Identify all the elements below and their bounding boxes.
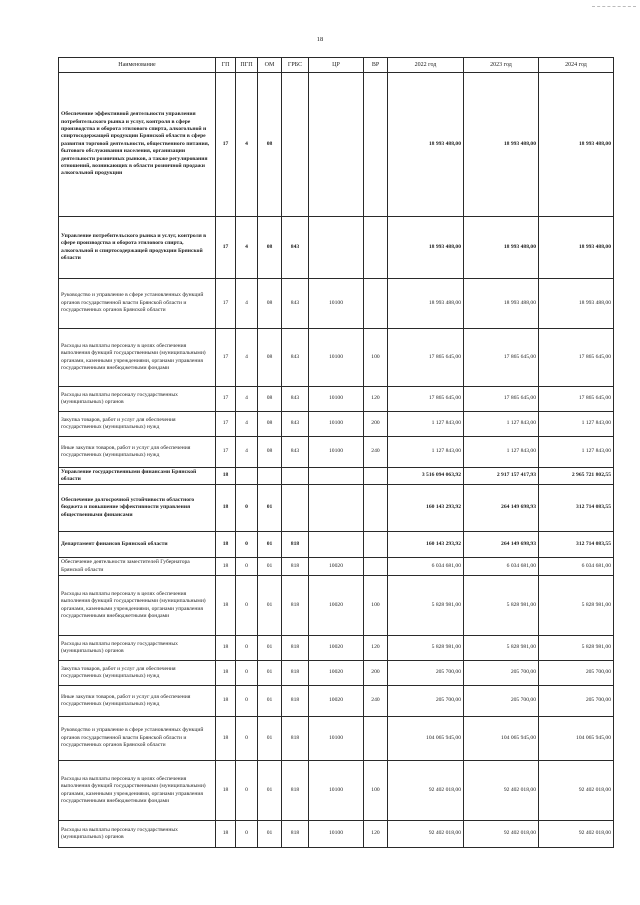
cell-om: 01 [258,636,282,661]
cell-gp: 18 [216,761,236,821]
cell-pgp: 0 [236,686,258,717]
cell-cr: 10020 [309,636,364,661]
cell-cr: 10100 [309,437,364,468]
cell-name: Иные закупки товаров, работ и услуг для обеспечения государственных (муниципальных) нужд [59,437,216,468]
cell-grbs [282,468,309,485]
cell-om: 01 [258,761,282,821]
cell-om: 01 [258,532,282,558]
table-body [59,73,614,848]
cell-cr: 10020 [309,558,364,576]
cell-cr [309,532,364,558]
cell-name: Расходы на выплаты персоналу в целях обеспечения выполнения функций государственными (муниципальными) органами, казенными учреждениями, органами управления государственными внебюджетными фондами [59,329,216,387]
cell-name: Управление государственными финансами Брянской области [59,468,216,485]
cell-2022: 3 516 094 063,92 [388,468,464,485]
cell-grbs: 843 [282,279,309,329]
cell-2024: 312 714 083,55 [539,485,614,532]
scan-edge-mark [592,6,636,7]
budget-table [58,57,614,848]
cell-gp: 18 [216,636,236,661]
header-gp: ГП [216,58,236,73]
cell-vr: 120 [364,636,388,661]
cell-name: Расходы на выплаты персоналу государственных (муниципальных) органов [59,636,216,661]
header-2022: 2022 год [388,58,464,73]
cell-gp: 17 [216,73,236,217]
cell-cr: 10100 [309,329,364,387]
cell-2023: 2 917 157 417,93 [464,468,539,485]
cell-2024: 17 865 645,00 [539,329,614,387]
cell-name: Руководство и управление в сфере установленных функций органов государственной власти Брянской области и государственных органов Брянской области [59,279,216,329]
header-vr: ВР [364,58,388,73]
cell-om: 01 [258,485,282,532]
cell-name: Расходы на выплаты персоналу в целях обеспечения выполнения функций государственными (муниципальными) органами, казенными учреждениями, органами управления государственными внебюджетными фондами [59,761,216,821]
table-row [59,717,614,761]
cell-name: Департамент финансов Брянской области [59,532,216,558]
header-cr: ЦР [309,58,364,73]
header-pgp: ПГП [236,58,258,73]
table-row [59,761,614,821]
header-om: ОМ [258,58,282,73]
cell-vr [364,468,388,485]
header-name: Наименование [59,58,216,73]
cell-vr [364,217,388,279]
cell-gp: 17 [216,279,236,329]
cell-gp: 18 [216,661,236,686]
cell-2023: 17 865 645,00 [464,329,539,387]
cell-pgp [236,468,258,485]
cell-vr: 100 [364,576,388,636]
table-row [59,412,614,437]
cell-gp: 17 [216,387,236,412]
cell-2024: 18 993 488,00 [539,217,614,279]
cell-grbs: 843 [282,412,309,437]
cell-2024: 205 700,00 [539,686,614,717]
cell-2022: 160 143 293,92 [388,532,464,558]
cell-pgp: 0 [236,761,258,821]
table-row [59,387,614,412]
cell-2024: 5 828 981,00 [539,636,614,661]
cell-grbs: 818 [282,821,309,848]
cell-2023: 6 034 681,00 [464,558,539,576]
cell-vr: 240 [364,437,388,468]
table-row [59,532,614,558]
cell-2023: 264 149 698,93 [464,485,539,532]
cell-gp: 17 [216,217,236,279]
cell-cr [309,485,364,532]
cell-2023: 5 828 981,00 [464,576,539,636]
cell-pgp: 0 [236,717,258,761]
cell-2022: 5 828 981,00 [388,636,464,661]
cell-cr: 10100 [309,821,364,848]
cell-cr: 10100 [309,279,364,329]
cell-2022: 18 993 488,00 [388,73,464,217]
cell-pgp: 4 [236,437,258,468]
cell-2022: 17 865 645,00 [388,329,464,387]
page-number: 18 [316,36,324,43]
cell-om: 08 [258,387,282,412]
cell-gp: 18 [216,686,236,717]
cell-2023: 1 127 843,00 [464,412,539,437]
cell-2023: 92 402 018,00 [464,761,539,821]
cell-cr: 10020 [309,576,364,636]
cell-grbs: 818 [282,661,309,686]
cell-vr: 100 [364,761,388,821]
cell-2024: 312 714 083,55 [539,532,614,558]
cell-2022: 1 127 843,00 [388,412,464,437]
cell-2022: 17 865 645,00 [388,387,464,412]
table-row [59,686,614,717]
cell-om: 01 [258,717,282,761]
cell-vr [364,532,388,558]
cell-vr: 100 [364,329,388,387]
cell-2022: 205 700,00 [388,661,464,686]
cell-2023: 18 993 488,00 [464,217,539,279]
cell-2023: 264 149 698,93 [464,532,539,558]
table-row [59,73,614,217]
cell-pgp: 0 [236,532,258,558]
cell-cr: 10020 [309,686,364,717]
header-2023: 2023 год [464,58,539,73]
cell-pgp: 4 [236,279,258,329]
cell-2024: 2 965 721 802,55 [539,468,614,485]
cell-2024: 18 993 488,00 [539,279,614,329]
cell-name: Расходы на выплаты персоналу государственных (муниципальных) органов [59,821,216,848]
cell-2022: 160 143 293,92 [388,485,464,532]
cell-2023: 1 127 843,00 [464,437,539,468]
cell-2022: 18 993 488,00 [388,217,464,279]
cell-2024: 92 402 018,00 [539,761,614,821]
cell-om: 08 [258,412,282,437]
cell-pgp: 0 [236,558,258,576]
cell-2024: 205 700,00 [539,661,614,686]
table-row [59,217,614,279]
cell-vr: 120 [364,821,388,848]
cell-gp: 17 [216,412,236,437]
cell-2023: 18 993 488,00 [464,279,539,329]
cell-gp: 17 [216,437,236,468]
cell-2024: 17 865 645,00 [539,387,614,412]
cell-name: Закупка товаров, работ и услуг для обеспечения государственных (муниципальных) нужд [59,412,216,437]
cell-2022: 92 402 018,00 [388,761,464,821]
table-header-row [59,58,614,73]
cell-cr [309,468,364,485]
cell-om: 01 [258,661,282,686]
cell-2023: 104 065 945,00 [464,717,539,761]
cell-gp: 18 [216,717,236,761]
cell-grbs [282,73,309,217]
table-row [59,468,614,485]
table-row [59,558,614,576]
cell-cr: 10100 [309,717,364,761]
cell-2024: 1 127 843,00 [539,412,614,437]
cell-pgp: 0 [236,636,258,661]
cell-name: Управление потребительского рынка и услуг, контроля в сфере производства и оборота этилового спирта, алкогольной и спиртосодержащей продукции Брянской области [59,217,216,279]
cell-vr: 200 [364,661,388,686]
cell-cr: 10100 [309,761,364,821]
cell-2023: 205 700,00 [464,686,539,717]
cell-cr: 10020 [309,661,364,686]
cell-vr [364,485,388,532]
cell-grbs: 818 [282,717,309,761]
cell-pgp: 0 [236,821,258,848]
cell-om: 08 [258,437,282,468]
table-row [59,636,614,661]
cell-om: 08 [258,329,282,387]
cell-gp: 18 [216,821,236,848]
table-row [59,821,614,848]
cell-name: Расходы на выплаты персоналу государственных (муниципальных) органов [59,387,216,412]
cell-vr: 200 [364,412,388,437]
cell-vr [364,558,388,576]
cell-gp: 18 [216,468,236,485]
cell-gp: 18 [216,485,236,532]
cell-name: Обеспечение долгосрочной устойчивости областного бюджета и повышение эффективности управления общественными финансами [59,485,216,532]
cell-pgp: 4 [236,217,258,279]
table-row [59,661,614,686]
header-2024: 2024 год [539,58,614,73]
cell-om: 08 [258,73,282,217]
cell-name: Обеспечение эффективной деятельности управления потребительского рынка и услуг, контроля в сфере производства и оборота этилового спирта, алкогольной и спиртосодержащей продукции Брянской области в сфере развития торговой деятельности, общественного питания, бытового обслуживания населения, организации деятельности розничных рынков, а также регулирования отношений, возникающих в области розничной продажи алкогольной продукции [59,73,216,217]
cell-pgp: 0 [236,661,258,686]
cell-gp: 18 [216,576,236,636]
cell-name: Закупка товаров, работ и услуг для обеспечения государственных (муниципальных) нужд [59,661,216,686]
cell-2023: 18 993 488,00 [464,73,539,217]
cell-name: Расходы на выплаты персоналу в целях обеспечения выполнения функций государственными (муниципальными) органами, казенными учреждениями, органами управления государственными внебюджетными фондами [59,576,216,636]
cell-2023: 92 402 018,00 [464,821,539,848]
cell-grbs: 818 [282,532,309,558]
cell-pgp: 0 [236,485,258,532]
cell-grbs: 843 [282,217,309,279]
table-row [59,485,614,532]
cell-pgp: 0 [236,576,258,636]
cell-om: 01 [258,576,282,636]
cell-2023: 205 700,00 [464,661,539,686]
cell-vr [364,279,388,329]
table-row [59,576,614,636]
cell-2023: 17 865 645,00 [464,387,539,412]
table-row [59,437,614,468]
cell-grbs: 818 [282,558,309,576]
cell-name: Иные закупки товаров, работ и услуг для обеспечения государственных (муниципальных) нужд [59,686,216,717]
cell-grbs: 818 [282,636,309,661]
cell-pgp: 4 [236,387,258,412]
cell-grbs: 818 [282,761,309,821]
cell-vr: 240 [364,686,388,717]
cell-grbs: 818 [282,686,309,717]
header-grbs: ГРБС [282,58,309,73]
cell-grbs: 843 [282,329,309,387]
table-row [59,329,614,387]
cell-2022: 205 700,00 [388,686,464,717]
cell-pgp: 4 [236,412,258,437]
cell-2022: 92 402 018,00 [388,821,464,848]
cell-2022: 18 993 488,00 [388,279,464,329]
cell-name: Руководство и управление в сфере установленных функций органов государственной власти Брянской области и государственных органов Брянской области [59,717,216,761]
cell-pgp: 4 [236,73,258,217]
cell-2024: 18 993 488,00 [539,73,614,217]
cell-2022: 5 828 981,00 [388,576,464,636]
cell-2024: 5 828 981,00 [539,576,614,636]
cell-cr: 10100 [309,412,364,437]
cell-gp: 18 [216,558,236,576]
cell-om: 01 [258,558,282,576]
cell-2022: 1 127 843,00 [388,437,464,468]
cell-grbs [282,485,309,532]
cell-name: Обеспечение деятельности заместителей Губернатора Брянской области [59,558,216,576]
cell-grbs: 843 [282,387,309,412]
cell-gp: 17 [216,329,236,387]
cell-2024: 1 127 843,00 [539,437,614,468]
cell-2022: 6 034 681,00 [388,558,464,576]
cell-cr [309,73,364,217]
cell-om [258,468,282,485]
cell-vr [364,73,388,217]
cell-2022: 104 065 945,00 [388,717,464,761]
cell-gp: 18 [216,532,236,558]
cell-vr [364,717,388,761]
cell-om: 01 [258,821,282,848]
cell-2024: 104 065 945,00 [539,717,614,761]
cell-cr: 10100 [309,387,364,412]
cell-om: 08 [258,217,282,279]
cell-2023: 5 828 981,00 [464,636,539,661]
cell-vr: 120 [364,387,388,412]
cell-2024: 92 402 018,00 [539,821,614,848]
cell-om: 01 [258,686,282,717]
cell-grbs: 843 [282,437,309,468]
cell-cr [309,217,364,279]
cell-om: 08 [258,279,282,329]
cell-pgp: 4 [236,329,258,387]
table-row [59,279,614,329]
cell-grbs: 818 [282,576,309,636]
cell-2024: 6 034 681,00 [539,558,614,576]
